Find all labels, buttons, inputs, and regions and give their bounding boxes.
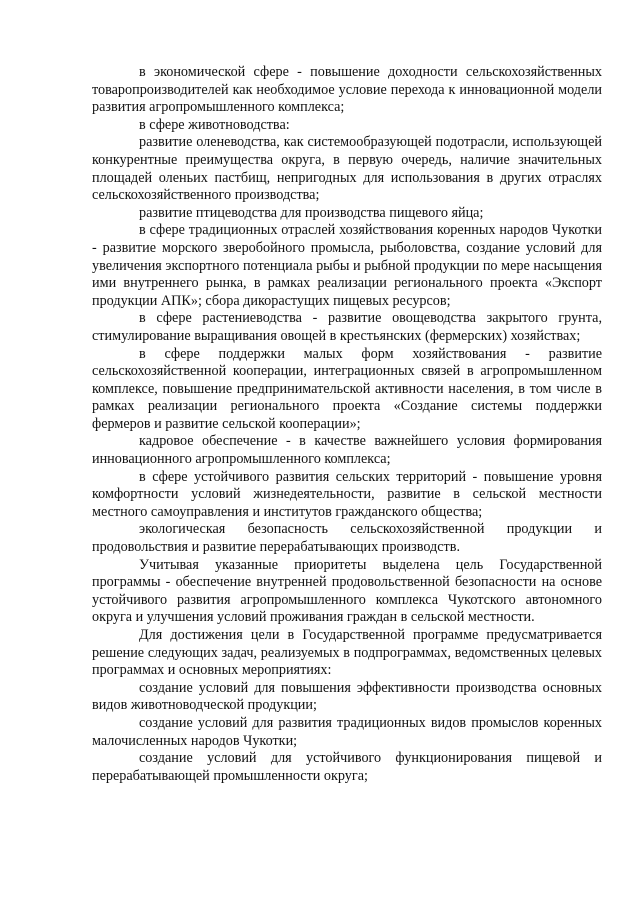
paragraph-reindeer-herding: развитие оленеводства, как системообразующей подотрасли, использующей конкурентные преимущества округа, в первую очередь, наличие значительных площадей оленьих пастбищ, непригодных для использования в других отраслях сельскохозяйственного производства; [92, 134, 602, 204]
paragraph-economic-sphere: в экономической сфере - повышение доходности сельскохозяйственных товаропроизводителей как необходимое условие перехода к инновационной модели развития агропромышленного комплекса; [92, 64, 602, 116]
paragraph-livestock-heading: в сфере животноводства: [139, 116, 290, 133]
paragraph-staffing: кадровое обеспечение - в качестве важнейшего условия формирования инновационного агропромышленного комплекса; [92, 433, 602, 468]
paragraph-task-food-industry: создание условий для устойчивого функционирования пищевой и перерабатывающей промышленности округа; [92, 750, 602, 784]
paragraph-ecological-safety: экологическая безопасность сельскохозяйственной продукции и продовольствия и развитие перерабатывающих производств. [92, 521, 602, 556]
paragraph-task-traditional-crafts: создание условий для развития традиционных видов промыслов коренных малочисленных народов Чукотки; [92, 714, 602, 749]
paragraph-rural-development: в сфере устойчивого развития сельских территорий - повышение уровня комфортности условий жизнедеятельности, развитие в сельской местности местного самоуправления и институтов гражданского общества; [92, 468, 602, 520]
document-page [92, 64, 602, 785]
paragraph-small-business-support: в сфере поддержки малых форм хозяйствования - развитие сельскохозяйственной кооперации, интеграционных связей в агропромышленном комплексе, повышение предпринимательской активности населения, в том числе в рамках реализации регионального проекта «Создание системы поддержки фермеров и развитие сельской кооперации»; [92, 345, 602, 432]
paragraph-program-tasks-intro: Для достижения цели в Государственной программе предусматривается решение следующих задач, реализуемых в подпрограммах, ведомственных целевых программах и основных мероприятиях: [92, 627, 602, 679]
paragraph-poultry: развитие птицеводства для производства пищевого яйца; [139, 204, 484, 221]
paragraph-task-livestock: создание условий для повышения эффективности производства основных видов животноводческой продукции; [92, 679, 602, 714]
paragraph-crop-production: в сфере растениеводства - развитие овощеводства закрытого грунта, стимулирование выращивания овощей в крестьянских (фермерских) хозяйствах; [92, 310, 602, 344]
paragraph-program-goal: Учитывая указанные приоритеты выделена цель Государственной программы - обеспечение внутренней продовольственной безопасности на основе устойчивого развития агропромышленного комплекса Чукотского автономного округа и улучшения условий проживания граждан в сельской местности. [92, 556, 602, 626]
paragraph-traditional-industries: в сфере традиционных отраслей хозяйствования коренных народов Чукотки - развитие морского зверобойного промысла, рыболовства, создание условий для увеличения экспортного потенциала рыбы и рыбной продукции по мере насыщения ими внутреннего рынка, в рамках реализации регионального проекта «Экспорт продукции АПК»; сбора дикорастущих пищевых ресурсов; [92, 222, 602, 309]
